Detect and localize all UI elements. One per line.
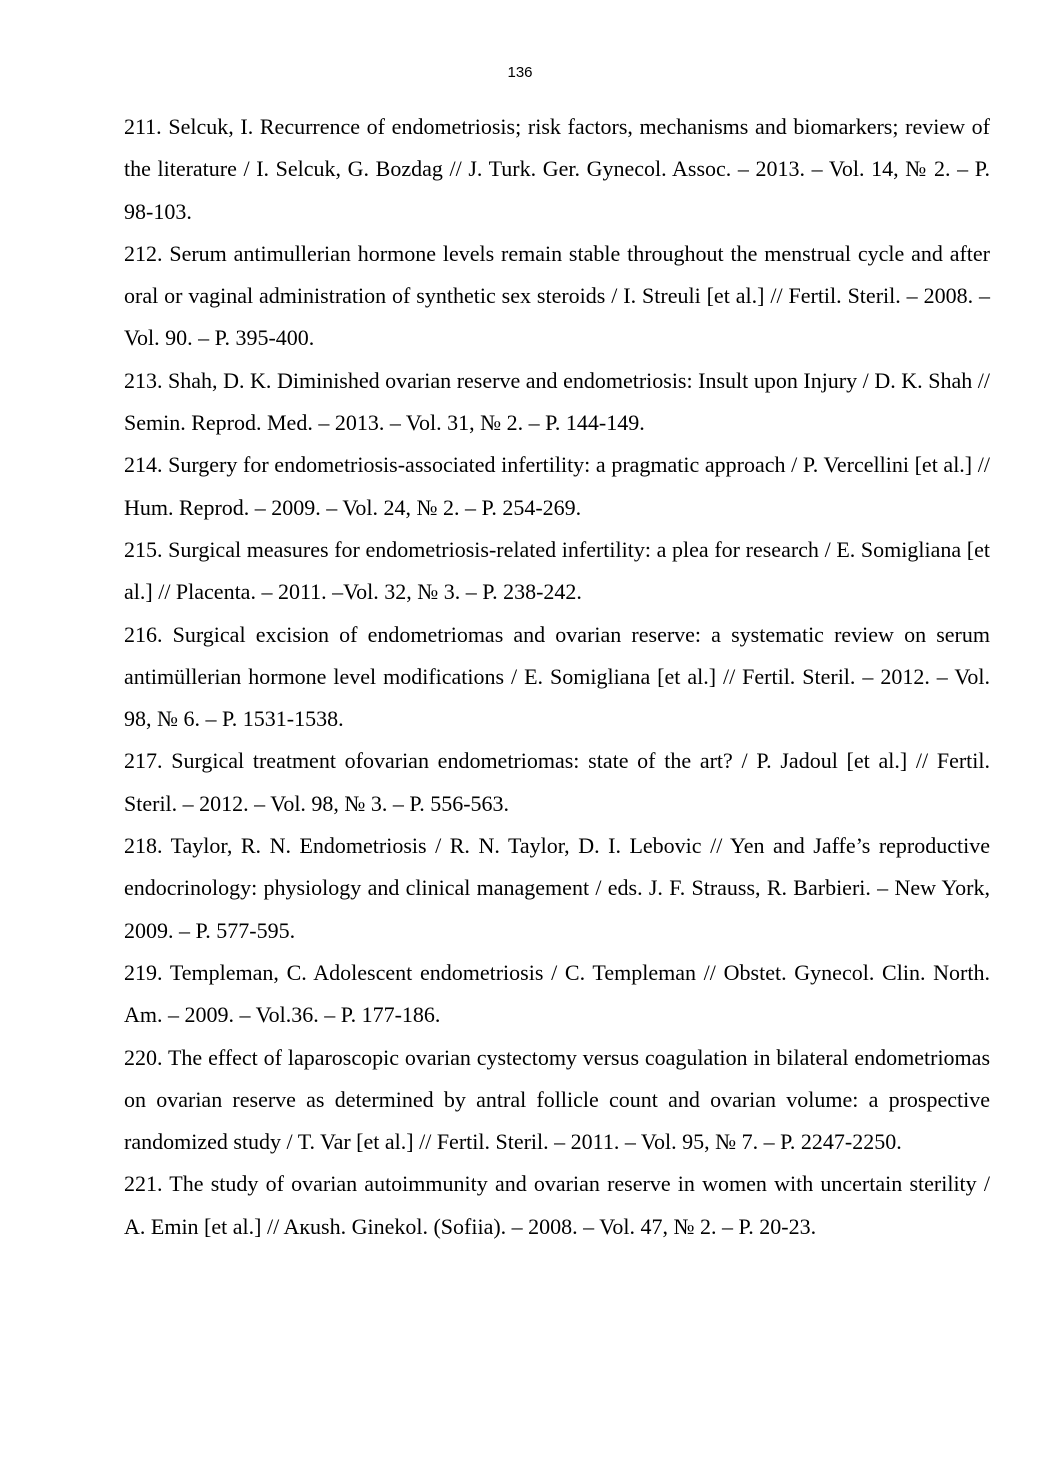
reference-item-221: 221. The study of ovarian autoimmunity and ovarian reserve in women with uncertain sterility / A. Emin [et al.] // Aкush. Ginekol. (Sofiia). – 2008. – Vol. 47, № 2. – P. 20-23. — [124, 1171, 990, 1239]
reference-item-220: 220. The effect of laparoscopic ovarian cystectomy versus coagulation in bilateral endometriomas on ovarian reserve as determined by antral follicle count and ovarian volume: a prospective randomized study / T. Var [et al.] // Fertil. Steril. – 2011. – Vol. 95, № 7. – P. 2247-2250. — [124, 1044, 990, 1155]
reference-item-213: 213. Shah, D. K. Diminished ovarian reserve and endometriosis: Insult upon Injury / D. K. Shah // Semin. Reprod. Med. – 2013. – Vol. 31, № 2. – P. 144-149. — [124, 367, 990, 436]
page-number: 136 — [507, 64, 533, 81]
reference-item-219: 219. Templeman, C. Adolescent endometriosis / C. Templeman // Obstet. Gynecol. Clin. North. Am. – 2009. – Vol.36. – P. 177-186. — [124, 959, 990, 1028]
reference-item-215: 215. Surgical measures for endometriosis-related infertility: a plea for research / E. Somigliana [et al.] // Placenta. – 2011. –Vol. 32, № 3. – P. 238-242. — [124, 536, 990, 605]
reference-item-214: 214. Surgery for endometriosis-associated infertility: a pragmatic approach / P. Vercellini [et al.] // Hum. Reprod. – 2009. – Vol. 24, № 2. – P. 254-269. — [124, 452, 990, 520]
reference-item-211: 211. Selcuk, I. Recurrence of endometriosis; risk factors, mechanisms and biomarkers; review of the literature / I. Selcuk, G. Bozdag // J. Turk. Ger. Gynecol. Assoc. – 2013. – Vol. 14, № 2. – P. 98-103. — [124, 114, 990, 224]
reference-item-216: 216. Surgical excision of endometriomas and ovarian reserve: a systematic review on serum antimüllerian hormone level modifications / E. Somigliana [et al.] // Fertil. Steril. – 2012. – Vol. 98, № 6. – P. 1531-1538. — [124, 621, 990, 732]
reference-item-218: 218. Taylor, R. N. Endometriosis / R. N. Taylor, D. I. Lebovic // Yen and Jaffe’s reproductive endocrinology: physiology and clinical management / eds. J. F. Strauss, R. Barbieri. – New York, 2009. – P. 577-595. — [124, 833, 990, 943]
reference-item-212: 212. Serum antimullerian hormone levels remain stable throughout the menstrual cycle and after oral or vaginal administration of synthetic sex steroids / I. Streuli [et al.] // Fertil. Steril. – 2008. – Vol. 90. – P. 395-400. — [124, 240, 990, 351]
reference-item-217: 217. Surgical treatment ofovarian endometriomas: state of the art? / P. Jadoul [et al.] // Fertil. Steril. – 2012. – Vol. 98, № 3. – P. 556-563. — [124, 748, 990, 816]
reference-list — [124, 106, 990, 1248]
